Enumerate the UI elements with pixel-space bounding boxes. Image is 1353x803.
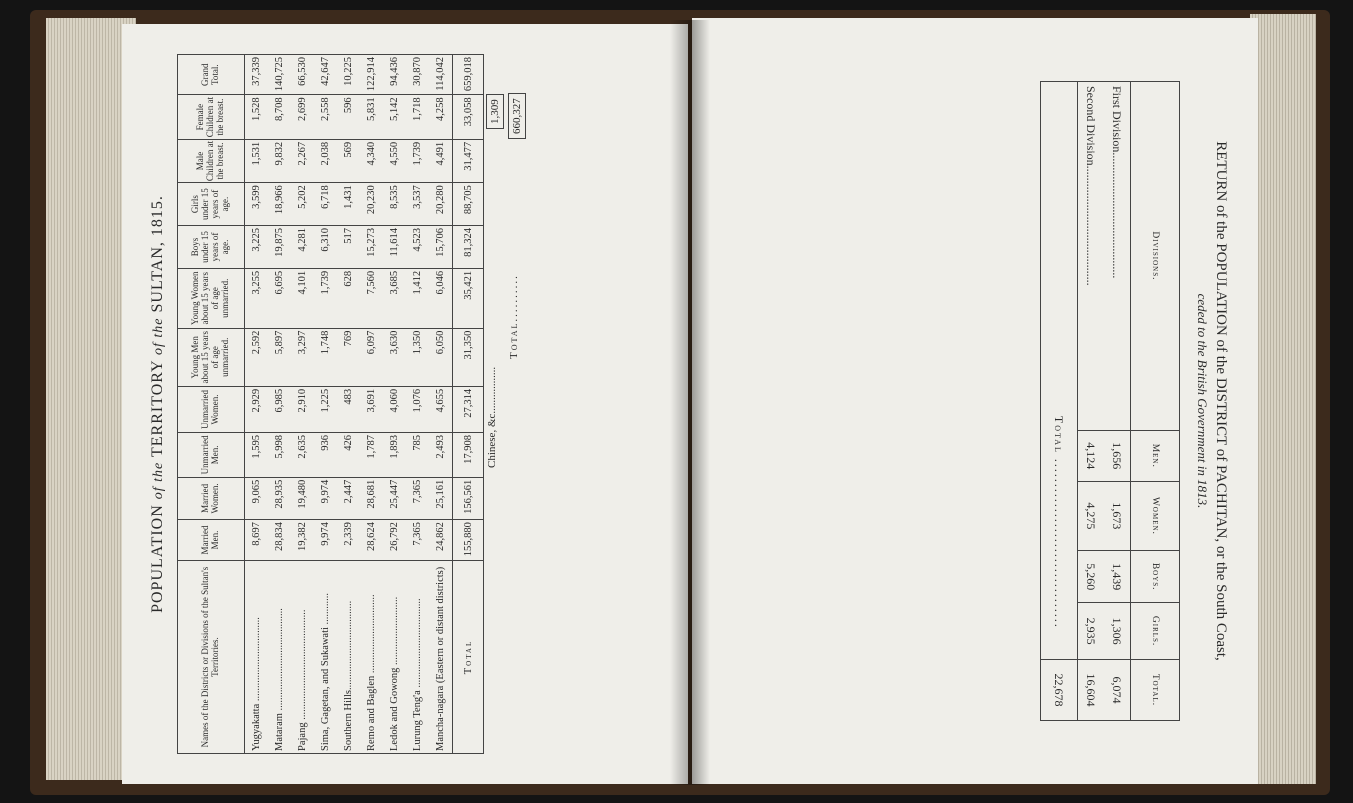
column-header: Boys. bbox=[1131, 551, 1180, 603]
table-cell: 2,267 bbox=[291, 139, 314, 182]
title-part: TERRITORY bbox=[149, 359, 166, 457]
left-page bbox=[122, 24, 688, 784]
table-cell: 20,230 bbox=[360, 183, 383, 226]
table-cell: 2,447 bbox=[337, 477, 360, 519]
table-row bbox=[337, 55, 360, 754]
total-cell: 81,324 bbox=[453, 226, 484, 269]
table-cell: 769 bbox=[337, 328, 360, 386]
title-part: POPULATION bbox=[149, 504, 166, 613]
table-cell: 3,255 bbox=[245, 268, 269, 328]
right-page-edges bbox=[1250, 14, 1316, 784]
table-cell: 1,076 bbox=[406, 386, 429, 432]
table-cell: 4,101 bbox=[291, 268, 314, 328]
total-row bbox=[1041, 82, 1078, 721]
column-header: Total. bbox=[1131, 659, 1180, 720]
book-gutter bbox=[670, 20, 710, 785]
table-cell: 4,281 bbox=[291, 226, 314, 269]
table-cell: 42,647 bbox=[314, 55, 337, 95]
table-cell: 6,310 bbox=[314, 226, 337, 269]
district-name: Yugyakatta ................................ bbox=[245, 561, 269, 754]
table-cell: 4,655 bbox=[429, 386, 453, 432]
column-header: Married Men. bbox=[178, 520, 245, 561]
table-cell: 2,699 bbox=[291, 95, 314, 139]
column-header: Girls under 15 years of age. bbox=[178, 183, 245, 226]
table-cell: 5,142 bbox=[383, 95, 406, 139]
column-header: Grand Total. bbox=[178, 55, 245, 95]
table-row bbox=[406, 55, 429, 754]
table-cell: 6,074 bbox=[1104, 659, 1131, 720]
table-cell: 1,531 bbox=[245, 139, 269, 182]
table-cell: 483 bbox=[337, 386, 360, 432]
table-cell: 1,718 bbox=[406, 95, 429, 139]
table-cell: 3,685 bbox=[383, 268, 406, 328]
table-cell: 4,124 bbox=[1078, 430, 1105, 481]
table-cell: 7,365 bbox=[406, 477, 429, 519]
table-cell: 628 bbox=[337, 268, 360, 328]
table-cell: 4,275 bbox=[1078, 481, 1105, 550]
table-cell: 3,599 bbox=[245, 183, 269, 226]
table-cell: 16,604 bbox=[1078, 659, 1105, 720]
title-part: of the bbox=[151, 461, 166, 500]
right-page bbox=[692, 18, 1258, 784]
column-header: Boys under 15 years of age. bbox=[178, 226, 245, 269]
table-cell: 5,998 bbox=[268, 433, 291, 478]
table-cell: 2,339 bbox=[337, 520, 360, 561]
table-cell: 6,985 bbox=[268, 386, 291, 432]
column-header: Divisions. bbox=[1131, 82, 1180, 431]
table-cell: 2,592 bbox=[245, 328, 269, 386]
table-cell: 8,708 bbox=[268, 95, 291, 139]
table-cell: 7,365 bbox=[406, 520, 429, 561]
chinese-label: Chinese, &c................. bbox=[486, 366, 498, 468]
table-cell: 6,046 bbox=[429, 268, 453, 328]
table-cell: 6,695 bbox=[268, 268, 291, 328]
total-cell: 31,350 bbox=[453, 328, 484, 386]
table-cell: 1,306 bbox=[1104, 603, 1131, 660]
table-cell: 2,635 bbox=[291, 433, 314, 478]
table-cell: 9,065 bbox=[245, 477, 269, 519]
column-header: Young Women about 15 years of age unmarried. bbox=[178, 268, 245, 328]
table-cell: 9,974 bbox=[314, 520, 337, 561]
column-header: Girls. bbox=[1131, 603, 1180, 660]
table-cell: 4,258 bbox=[429, 95, 453, 139]
district-name: Mataram ....................................... bbox=[268, 561, 291, 754]
district-name: Sima, Gagetan, and Sukawati ............ bbox=[314, 561, 337, 754]
table-cell: 4,550 bbox=[383, 139, 406, 182]
table-cell: 2,493 bbox=[429, 433, 453, 478]
total-cell: 659,018 bbox=[453, 55, 484, 95]
table-cell: 8,697 bbox=[245, 520, 269, 561]
total-cell: 88,705 bbox=[453, 183, 484, 226]
column-header: Men. bbox=[1131, 430, 1180, 481]
table-cell: 1,595 bbox=[245, 433, 269, 478]
table-cell: 11,614 bbox=[383, 226, 406, 269]
total-cell: 17,908 bbox=[453, 433, 484, 478]
right-page-title: RETURN of the POPULATION of the DISTRICT of PACHITAN, or the South Coast, bbox=[1213, 141, 1229, 661]
district-name: Mancha-nagara (Eastern or distant districts) bbox=[429, 561, 453, 754]
grand-total-label: Total.......... bbox=[508, 274, 520, 359]
table-cell: 936 bbox=[314, 433, 337, 478]
table-cell: 94,436 bbox=[383, 55, 406, 95]
table-row bbox=[429, 55, 453, 754]
table-cell: 19,382 bbox=[291, 520, 314, 561]
table-cell: 25,161 bbox=[429, 477, 453, 519]
column-header: Unmarried Women. bbox=[178, 386, 245, 432]
column-header: Women. bbox=[1131, 481, 1180, 550]
table-cell: 785 bbox=[406, 433, 429, 478]
table-cell: 9,974 bbox=[314, 477, 337, 519]
table-cell: 30,870 bbox=[406, 55, 429, 95]
table-row bbox=[314, 55, 337, 754]
table-cell: 24,862 bbox=[429, 520, 453, 561]
right-page-subtitle: ceded to the British Government in 1813. bbox=[1195, 293, 1210, 509]
column-header: Names of the Districts or Divisions of the Sultan's Territories. bbox=[178, 561, 245, 754]
table-cell: 10,225 bbox=[337, 55, 360, 95]
total-cell: 156,561 bbox=[453, 477, 484, 519]
table-header-row bbox=[1131, 82, 1180, 721]
table-header-row bbox=[178, 55, 245, 754]
left-page-content bbox=[145, 44, 665, 764]
table-row bbox=[1104, 82, 1131, 721]
table-cell: 1,673 bbox=[1104, 481, 1131, 550]
table-footer bbox=[484, 44, 544, 764]
table-cell: 2,038 bbox=[314, 139, 337, 182]
column-header: Married Women. bbox=[178, 477, 245, 519]
table-cell: 5,202 bbox=[291, 183, 314, 226]
table-cell: 20,280 bbox=[429, 183, 453, 226]
grand-total-value: 660,327 bbox=[508, 93, 526, 139]
column-header: Unmarried Men. bbox=[178, 433, 245, 478]
table-cell: 122,914 bbox=[360, 55, 383, 95]
table-cell: 2,935 bbox=[1078, 603, 1105, 660]
column-header: Male Children at the breast. bbox=[178, 139, 245, 182]
population-table bbox=[177, 54, 484, 754]
total-cell: 155,880 bbox=[453, 520, 484, 561]
table-cell: 5,897 bbox=[268, 328, 291, 386]
table-cell: 6,718 bbox=[314, 183, 337, 226]
total-row bbox=[453, 55, 484, 754]
table-cell: 28,624 bbox=[360, 520, 383, 561]
total-label: Total bbox=[453, 561, 484, 754]
table-cell: 15,706 bbox=[429, 226, 453, 269]
table-cell: 2,929 bbox=[245, 386, 269, 432]
district-name: Remo and Baglen .............................. bbox=[360, 561, 383, 754]
table-cell: 28,935 bbox=[268, 477, 291, 519]
table-cell: 1,225 bbox=[314, 386, 337, 432]
table-row bbox=[245, 55, 269, 754]
table-cell: 2,910 bbox=[291, 386, 314, 432]
title-part: of the bbox=[151, 317, 166, 355]
table-cell: 596 bbox=[337, 95, 360, 139]
table-row bbox=[383, 55, 406, 754]
table-cell: 3,297 bbox=[291, 328, 314, 386]
total-cell: 31,477 bbox=[453, 139, 484, 182]
table-cell: 1,739 bbox=[406, 139, 429, 182]
table-row bbox=[268, 55, 291, 754]
table-cell: 1,350 bbox=[406, 328, 429, 386]
district-name: Pajang .......................................... bbox=[291, 561, 314, 754]
district-name: Lurung Teng'a .................................. bbox=[406, 561, 429, 754]
table-cell: 3,691 bbox=[360, 386, 383, 432]
table-cell: 114,042 bbox=[429, 55, 453, 95]
pachitan-table bbox=[1040, 81, 1180, 721]
table-cell: 1,739 bbox=[314, 268, 337, 328]
table-cell: 28,681 bbox=[360, 477, 383, 519]
table-cell: 1,656 bbox=[1104, 430, 1131, 481]
table-cell: 4,340 bbox=[360, 139, 383, 182]
district-name: Ledok and Gowong .......................... bbox=[383, 561, 406, 754]
table-cell: 7,560 bbox=[360, 268, 383, 328]
table-cell: 18,966 bbox=[268, 183, 291, 226]
table-cell: 3,537 bbox=[406, 183, 429, 226]
total-cell: 35,421 bbox=[453, 268, 484, 328]
total-label: Total .................................. bbox=[1041, 82, 1078, 660]
table-cell: 15,273 bbox=[360, 226, 383, 269]
table-cell: 1,528 bbox=[245, 95, 269, 139]
table-cell: 8,535 bbox=[383, 183, 406, 226]
right-page-content bbox=[715, 51, 1235, 751]
column-header: Young Men about 15 years of age unmarried. bbox=[178, 328, 245, 386]
total-cell: 33,058 bbox=[453, 95, 484, 139]
table-row bbox=[1078, 82, 1105, 721]
table-cell: 9,832 bbox=[268, 139, 291, 182]
table-cell: 19,480 bbox=[291, 477, 314, 519]
table-cell: 2,558 bbox=[314, 95, 337, 139]
total-cell: 27,314 bbox=[453, 386, 484, 432]
left-page-title bbox=[149, 44, 167, 764]
table-cell: 569 bbox=[337, 139, 360, 182]
chinese-value: 1,309 bbox=[486, 94, 504, 129]
table-cell: 1,439 bbox=[1104, 551, 1131, 603]
table-cell: 3,630 bbox=[383, 328, 406, 386]
title-part: SULTAN, 1815. bbox=[149, 195, 166, 313]
total-value: 22,678 bbox=[1041, 659, 1078, 720]
table-row bbox=[291, 55, 314, 754]
table-cell: 140,725 bbox=[268, 55, 291, 95]
table-cell: 6,050 bbox=[429, 328, 453, 386]
table-row bbox=[360, 55, 383, 754]
column-header: Female Children at the breast. bbox=[178, 95, 245, 139]
table-cell: 1,748 bbox=[314, 328, 337, 386]
division-name: Second Division........................................ bbox=[1078, 82, 1105, 431]
table-cell: 1,412 bbox=[406, 268, 429, 328]
table-cell: 5,831 bbox=[360, 95, 383, 139]
table-cell: 517 bbox=[337, 226, 360, 269]
table-cell: 25,447 bbox=[383, 477, 406, 519]
table-cell: 66,530 bbox=[291, 55, 314, 95]
table-cell: 1,787 bbox=[360, 433, 383, 478]
table-cell: 426 bbox=[337, 433, 360, 478]
table-cell: 4,523 bbox=[406, 226, 429, 269]
district-name: Southern Hills.................................. bbox=[337, 561, 360, 754]
division-name: First Division.......................................... bbox=[1104, 82, 1131, 431]
table-cell: 19,875 bbox=[268, 226, 291, 269]
table-cell: 3,225 bbox=[245, 226, 269, 269]
table-cell: 4,491 bbox=[429, 139, 453, 182]
table-cell: 6,097 bbox=[360, 328, 383, 386]
table-cell: 1,431 bbox=[337, 183, 360, 226]
table-cell: 1,893 bbox=[383, 433, 406, 478]
table-cell: 26,792 bbox=[383, 520, 406, 561]
table-cell: 28,834 bbox=[268, 520, 291, 561]
table-cell: 4,060 bbox=[383, 386, 406, 432]
table-cell: 37,339 bbox=[245, 55, 269, 95]
table-cell: 5,260 bbox=[1078, 551, 1105, 603]
